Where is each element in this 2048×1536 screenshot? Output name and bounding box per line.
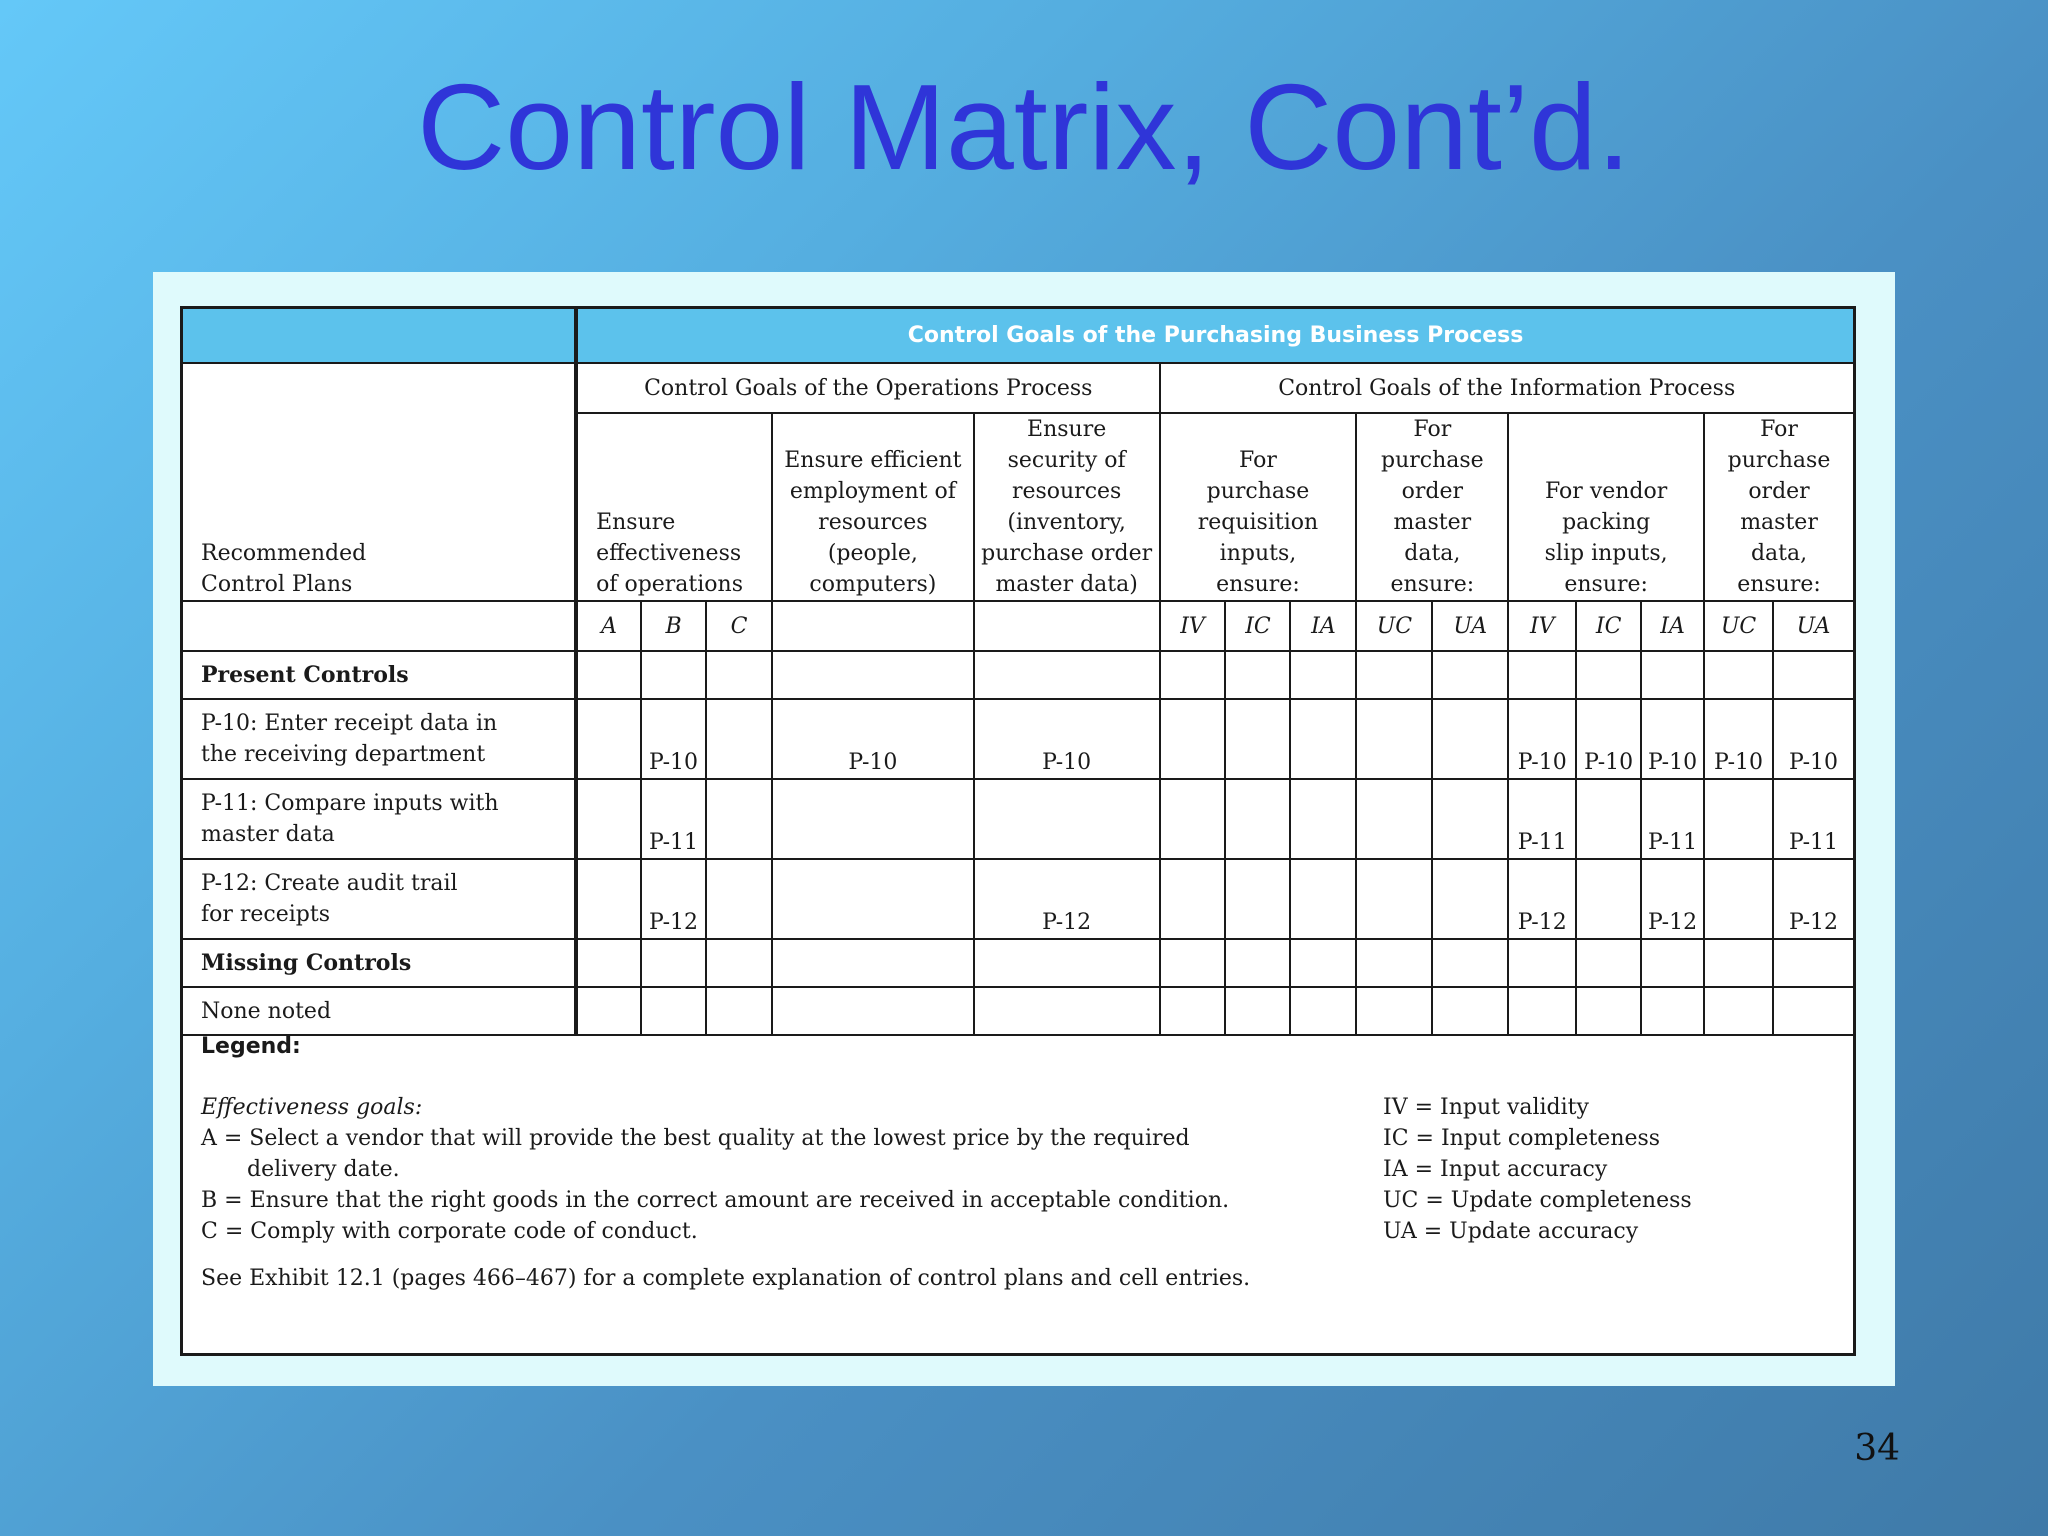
goal-header-packing-slip-inputs: For vendor packing slip inputs, ensure: xyxy=(1508,413,1704,601)
matrix-cell: P-12 xyxy=(1641,859,1704,939)
legend-abbreviations xyxy=(1383,1092,1803,1247)
sub-column-label xyxy=(974,601,1160,651)
matrix-cell: P-10 xyxy=(1508,699,1576,779)
effectiveness-goals-heading: Effectiveness goals: xyxy=(201,1095,423,1120)
matrix-cell xyxy=(1225,699,1290,779)
matrix-cell: P-10 xyxy=(974,699,1160,779)
page-number: 34 xyxy=(1854,1428,1900,1469)
matrix-cell: P-10 xyxy=(641,699,706,779)
matrix-cell xyxy=(1704,859,1773,939)
abbrev-ua: UA = Update accuracy xyxy=(1383,1219,1639,1244)
table-row xyxy=(183,987,1853,1035)
sub-column-label: A xyxy=(576,601,641,651)
goal-header-po-master-data-1: For purchase order master data, ensure: xyxy=(1356,413,1508,601)
legend-a-line2: delivery date. xyxy=(247,1157,400,1182)
abbrev-iv: IV = Input validity xyxy=(1383,1095,1589,1120)
matrix-cell xyxy=(1290,699,1356,779)
goal-header-security: Ensure security of resources (inventory, purchase order master data) xyxy=(974,413,1160,601)
matrix-cell xyxy=(706,859,772,939)
section-row-present xyxy=(183,651,1853,699)
control-plan-label: P-12: Create audit trail for receipts xyxy=(183,859,576,939)
table-row xyxy=(183,859,1853,939)
sub-column-label: IA xyxy=(1641,601,1704,651)
matrix-cell: P-10 xyxy=(772,699,974,779)
matrix-cell xyxy=(1160,859,1226,939)
sub-column-label: UC xyxy=(1704,601,1773,651)
sub-column-label: IV xyxy=(1508,601,1576,651)
legend-c-line: C = Comply with corporate code of conduct. xyxy=(201,1219,698,1244)
goal-header-effectiveness: Ensure effectiveness of operations xyxy=(576,413,772,601)
matrix-cell: P-12 xyxy=(974,859,1160,939)
matrix-cell xyxy=(974,779,1160,859)
matrix-cell xyxy=(1356,699,1432,779)
abbrev-ia: IA = Input accuracy xyxy=(1383,1157,1608,1182)
matrix-cell: P-12 xyxy=(641,859,706,939)
abbrev-ic: IC = Input completeness xyxy=(1383,1126,1661,1151)
matrix-cell: P-11 xyxy=(1773,779,1853,859)
matrix-cell xyxy=(1225,859,1290,939)
matrix-cell xyxy=(1160,779,1226,859)
sub-column-label: UC xyxy=(1356,601,1432,651)
matrix-cell xyxy=(706,779,772,859)
recommended-control-plans-header: Recommended Control Plans xyxy=(183,363,576,601)
purchasing-goals-header: Control Goals of the Purchasing Business Process xyxy=(576,309,1853,363)
section-label-missing: Missing Controls xyxy=(183,939,576,987)
matrix-cell xyxy=(706,699,772,779)
control-plan-label: P-10: Enter receipt data in the receiving department xyxy=(183,699,576,779)
legend-a-line1: A = Select a vendor that will provide the best quality at the lowest price by the required xyxy=(201,1126,1190,1151)
legend-left xyxy=(201,1031,1301,1247)
operations-goals-header: Control Goals of the Operations Process xyxy=(576,363,1159,413)
matrix-cell xyxy=(576,859,641,939)
matrix-cell: P-10 xyxy=(1773,699,1853,779)
sub-column-label xyxy=(772,601,974,651)
matrix-cell: P-12 xyxy=(1508,859,1576,939)
sub-column-label: IA xyxy=(1290,601,1356,651)
control-matrix-box xyxy=(180,306,1856,1356)
sub-column-label: IC xyxy=(1576,601,1641,651)
section-label-present: Present Controls xyxy=(183,651,576,699)
sub-column-label: UA xyxy=(1432,601,1508,651)
matrix-cell xyxy=(1225,779,1290,859)
matrix-cell xyxy=(1356,779,1432,859)
matrix-cell xyxy=(1356,859,1432,939)
section-row-missing xyxy=(183,939,1853,987)
sub-column-label: IV xyxy=(1160,601,1226,651)
matrix-cell: P-11 xyxy=(641,779,706,859)
matrix-cell xyxy=(1160,699,1226,779)
sub-column-label: C xyxy=(706,601,772,651)
goal-header-po-master-data-2: For purchase order master data, ensure: xyxy=(1704,413,1853,601)
matrix-cell xyxy=(772,779,974,859)
exhibit-panel xyxy=(153,272,1895,1386)
sub-column-row xyxy=(183,601,1853,651)
abbrev-uc: UC = Update completeness xyxy=(1383,1188,1692,1213)
matrix-cell xyxy=(1704,779,1773,859)
matrix-cell xyxy=(576,699,641,779)
matrix-cell xyxy=(1290,859,1356,939)
table-row xyxy=(183,699,1853,779)
sub-column-blank xyxy=(183,601,576,651)
legend-b-line: B = Ensure that the right goods in the correct amount are received in acceptable condition. xyxy=(201,1188,1230,1213)
matrix-cell xyxy=(1432,779,1508,859)
exhibit-note: See Exhibit 12.1 (pages 466–467) for a complete explanation of control plans and cell entries. xyxy=(201,1266,1251,1291)
matrix-cell xyxy=(772,859,974,939)
header-corner xyxy=(183,309,576,363)
matrix-cell: P-12 xyxy=(1773,859,1853,939)
slide-title: Control Matrix, Cont’d. xyxy=(417,59,1631,195)
matrix-cell: P-10 xyxy=(1576,699,1641,779)
goal-header-efficiency: Ensure efficient employment of resources (people, computers) xyxy=(772,413,974,601)
legend-heading: Legend: xyxy=(201,1034,301,1059)
none-noted-label: None noted xyxy=(183,987,576,1035)
sub-column-label: B xyxy=(641,601,706,651)
matrix-cell xyxy=(1432,699,1508,779)
matrix-cell xyxy=(1576,859,1641,939)
control-plan-label: P-11: Compare inputs with master data xyxy=(183,779,576,859)
matrix-cell: P-11 xyxy=(1508,779,1576,859)
matrix-cell: P-10 xyxy=(1641,699,1704,779)
matrix-cell xyxy=(1576,779,1641,859)
sub-column-label: UA xyxy=(1773,601,1853,651)
matrix-cell xyxy=(1290,779,1356,859)
goal-header-requisition-inputs: For purchase requisition inputs, ensure: xyxy=(1160,413,1357,601)
matrix-cell: P-10 xyxy=(1704,699,1773,779)
matrix-cell xyxy=(1432,859,1508,939)
matrix-cell xyxy=(576,779,641,859)
information-goals-header: Control Goals of the Information Process xyxy=(1160,363,1853,413)
matrix-cell: P-11 xyxy=(1641,779,1704,859)
sub-column-label: IC xyxy=(1225,601,1290,651)
table-row xyxy=(183,779,1853,859)
control-matrix-table xyxy=(183,309,1853,1036)
